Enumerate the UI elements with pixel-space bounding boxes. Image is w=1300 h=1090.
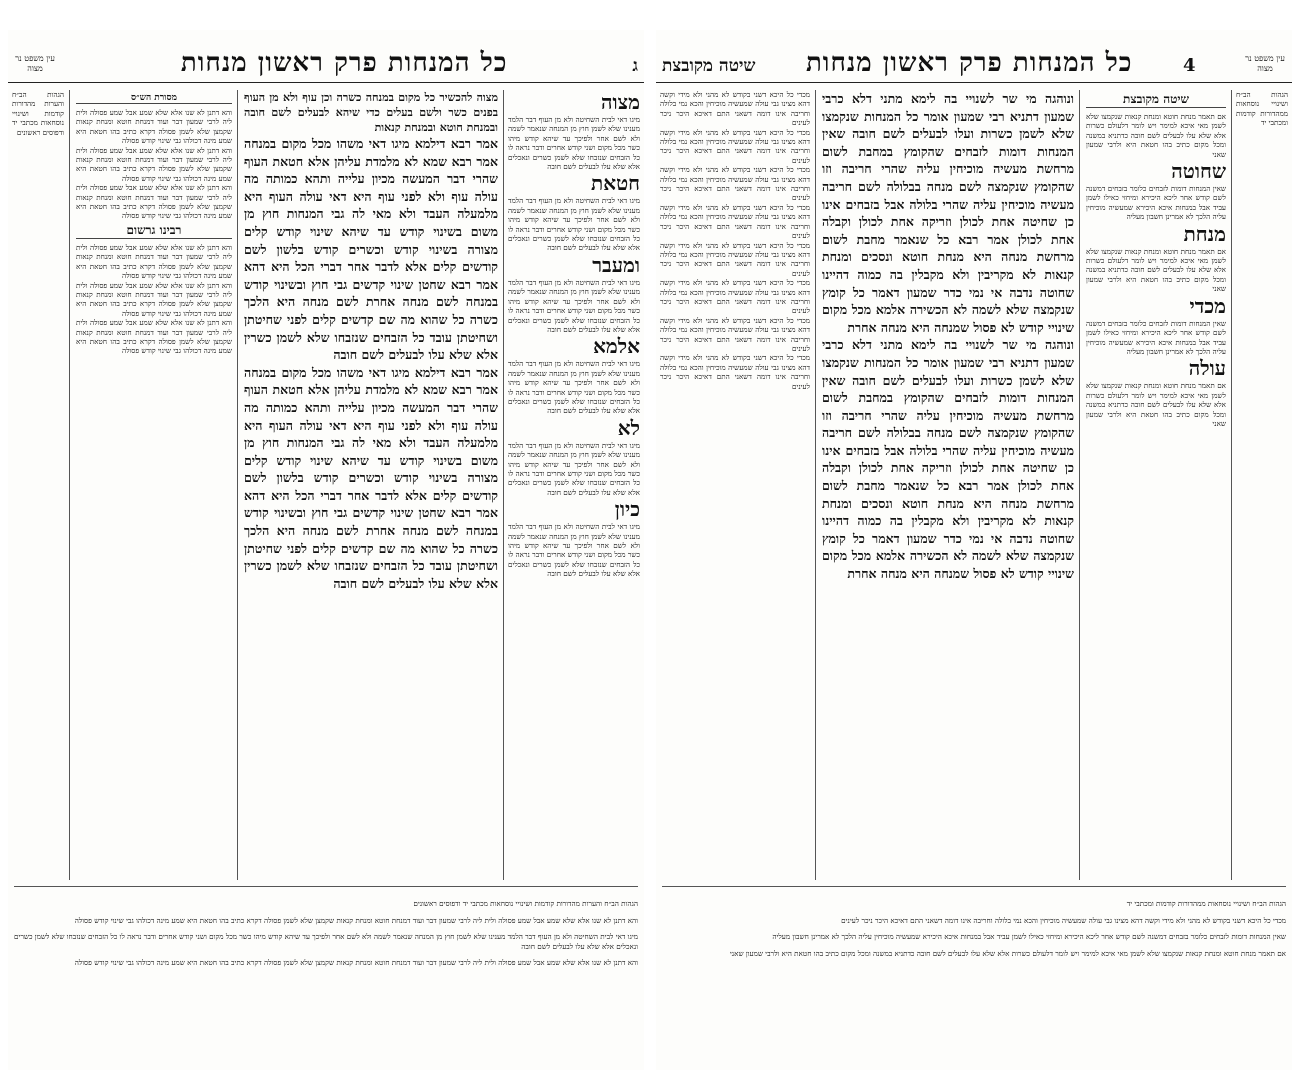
left-page-header [8,30,644,83]
left-divider-1 [503,90,504,880]
right-main-text-2: ונוהגה מי שר לשנויי בה לימא מתני דלא כרבי שמעון דתניא רבי שמעון אומר כל המנחות שנקמצו שלא לשמן כשרות ועלו לבעלים לשם חובה שאין המנחות דומות לזבחים שהקומץ במחבת לשום מרחשת מעשיה מוכיחין עליה שהרי חריבה וזו שהקומץ שנקמצה לשם מנחה בבלולה לשם חריבה מעשיה מוכיחין עליה שהרי בלולה אבל בזבחים אינו כן שחיטה אחת לכולן וזריקה אחת לכולן וקבלה אחת לכולן אמר רבא כל שנאמר מחבת לשום מרחשת מנחה היא מנחת חוטא ונסכים ומנחת קנאות לא מקריבין ולא מקבלין בה כמוה דהיינו שחוטה נדבה אי נמי כדר שמעון דאמר כל קומץ שנקמצה שלא לשמה לא הכשירה אלמא מכל מקום שינויי קודש לא פסול שמנחה היא מנחה אחרת [822,337,1074,582]
left-lead-word-4: אלמא [593,334,640,359]
left-main-column [244,90,498,880]
right-tosafot-column [660,90,810,880]
left-rashi-column [508,90,640,880]
left-rashi-text-3: מיגו דאי לבית השחיטה ולא מן העוף דבר הלמד מענינו שלא לשמן חוץ מן המנחה שנאמר לשמה ולא לשם אחר ולפיכך עד שיהא קודש מיהו כשר מכל מקום ושני קודש אחרים ודבר נראה לו כל הזבחים שנזבחו שלא לשמן כשרים ונאכלים אלא שלא עלו לבעלים לשם חובה [508,277,640,334]
right-divider-1 [1231,90,1232,880]
right-margin-text: הגהות הב״ח ושינויי נוסחאות ממהדורות קודמות ומכתבי יד [1236,90,1288,128]
left-rashi-text-4: מיגו דאי לבית השחיטה ולא מן העוף דבר הלמד מענינו שלא לשמן חוץ מן המנחה שנאמר לשמה ולא לשם אחר ולפיכך עד שיהא קודש מיהו כשר מכל מקום ושני קודש אחרים ודבר נראה לו כל הזבחים שנזבחו שלא לשמן כשרים ונאכלים אלא שלא עלו לבעלים לשם חובה [508,359,640,416]
right-footnote-rule [662,886,1286,887]
right-page-number: 4 [1182,55,1196,76]
right-tosafot-text-2: מכדי כל היכא דשני בקודש לא מהני ולא מידי וקשה דהא מצינו גבי עולה שמעשיה מוכיחין והכא נמי בלולה וחריבה אינו דומה דשאני התם דאיכא היכר ניכר לעינים [660,127,810,165]
left-lead-word-5: לא [617,415,640,440]
left-margin-column [12,90,64,880]
left-divider-3 [69,90,70,880]
left-lead-word-6: כיון [614,497,640,522]
right-tosafot-text-5: מכדי כל היכא דשני בקודש לא מהני ולא מידי וקשה דהא מצינו גבי עולה שמעשיה מוכיחין והכא נמי בלולה וחריבה אינו דומה דשאני התם דאיכא היכר ניכר לעינים [660,240,810,278]
right-footnotes-text-2: מכדי כל היכא דשני בקודש לא מהני ולא מידי וקשה דהא מצינו גבי עולה שמעשיה מוכיחין והכא נמי בלולה וחריבה אינו דומה דשאני התם דאיכא היכר ניכר לעינים [841,915,1286,925]
right-shita-text-3: אם תאמר מנחת חוטא ומנחת קנאות שנקמצו שלא לשמן מאי איכא למימר ויש לומר דלעולם כשרות אלא שלא עלו לבעלים לשם חובה כדתניא במשנה ומכל מקום כתיב בהו חטאת היא ולרבי שמעון שאני [1086,381,1226,428]
right-shita-label: שיטה מקובצת [1086,92,1226,108]
left-lead-word-1: מצוה [601,90,640,114]
left-page [8,30,644,1070]
left-tosafot-text: והא דתנן לא שנו אלא שלא שמע אבל שמע פסולה ולית ליה לרבי שמעון דבר ועוד דמנחת חוטא ומנחת קנאות שקמצן שלא לשמן פסולה דקרא כתיב בהו חטאת היא שמע מינה דכולהו גבי שינוי קודש פסולה [76,108,232,146]
right-tosafot-text-4: מכדי כל היכא דשני בקודש לא מהני ולא מידי וקשה דהא מצינו גבי עולה שמעשיה מוכיחין והכא נמי בלולה וחריבה אינו דומה דשאני התם דאיכא היכר ניכר לעינים [660,202,810,241]
left-tosafot-text-6: והא דתנן לא שנו אלא שלא שמע אבל שמע פסולה ולית ליה לרבי שמעון דבר ועוד דמנחת חוטא ומנחת קנאות שקמצן שלא לשמן פסולה דקרא כתיב בהו חטאת היא שמע מינה דכולהו גבי שינוי קודש פסולה [76,318,232,356]
left-masoret-label: מסורת הש״ס [76,92,232,104]
left-corner-note: עין משפט נר מצוה [15,54,55,73]
left-mishna-text: מצוה להכשיר כל מקום במנחה כשרה וכן עוף ולא מן העוף בפנים כשר ולשם בעלים כדי שיהא לבעלים לשם חובה ובמנחת חוטא ובמנחת קנאות [244,91,498,134]
right-lead-word-2: מנחת [1183,221,1226,246]
left-tosafot-text-2: והא דתנן לא שנו אלא שלא שמע אבל שמע פסולה ולית ליה לרבי שמעון דבר ועוד דמנחת חוטא ומנחת קנאות שקמצן שלא לשמן פסולה דקרא כתיב בהו חטאת היא שמע מינה דכולהו גבי שינוי קודש פסולה [76,145,232,183]
left-running-title: כל המנחות פרק ראשון מנחות [180,48,508,78]
right-rashi-text: שאין המנחות דומות לזבחים כלומר בזבחים דמשנה לשם קודש אחר ליכא היכירא ומיחזי כאילו לשמן עביד אבל במנחות איכא היכירא שמעשיה מוכיחין עליה הלכך לא אמרינן חשבון מעליה [1086,184,1226,222]
right-divider-3 [815,90,816,880]
left-lead-word-3: ומעבר [592,252,640,277]
right-main-text: ונוהגה מי שר לשנויי בה לימא מתני דלא כרבי שמעון דתניא רבי שמעון אומר כל המנחות שנקמצו שלא לשמן כשרות ועלו לבעלים לשם חובה שאין המנחות דומות לזבחים שהקומץ במחבת לשום מרחשת מעשיה מוכיחין עליה שהרי חריבה וזו שהקומץ שנקמצה לשם מנחה בבלולה לשם חריבה מעשיה מוכיחין עליה שהרי בלולה אבל בזבחים אינו כן שחיטה אחת לכולן וזריקה אחת לכולן וקבלה אחת לכולן אמר רבא כל שנאמר מחבת לשום מרחשת מנחה היא מנחת חוטא ונסכים ומנחת קנאות לא מקריבין ולא מקבלין בה כמוה דהיינו שחוטה נדבה אי נמי כדר שמעון דאמר כל קומץ שנקמצה שלא לשמה לא הכשירה אלמא מכל מקום שינויי קודש לא פסול שמנחה היא מנחה אחרת [822,91,1074,335]
right-margin-column [1236,90,1288,880]
left-rashi-text-6: מיגו דאי לבית השחיטה ולא מן העוף דבר הלמד מענינו שלא לשמן חוץ מן המנחה שנאמר לשמה ולא לשם אחר ולפיכך עד שיהא קודש מיהו כשר מכל מקום ושני קודש אחרים ודבר נראה לו כל הזבחים שנזבחו שלא לשמן כשרים ונאכלים אלא שלא עלו לבעלים לשם חובה [508,522,640,579]
right-lead-word-4: עולה [1188,356,1226,381]
left-footnote-rule [14,886,638,887]
right-page [656,30,1292,1070]
right-shita-column [1086,90,1226,880]
left-footnotes-text-4: והא דתנן לא שנו אלא שלא שמע אבל שמע פסולה ולית ליה לרבי שמעון דבר ועוד דמנחת חוטא ומנחת קנאות שקמצן שלא לשמן פסולה דקרא כתיב בהו חטאת היא שמע מינה דכולהו גבי שינוי קודש פסולה [74,958,638,968]
right-shita-text-2: אם תאמר מנחת חוטא ומנחת קנאות שנקמצו שלא לשמן מאי איכא למימר ויש לומר דלעולם כשרות אלא שלא עלו לבעלים לשם חובה כדתניא במשנה ומכל מקום כתיב בהו חטאת היא ולרבי שמעון שאני [1086,246,1226,294]
right-lead-word-1: שחוטה [1171,159,1226,184]
right-running-title: כל המנחות פרק ראשון מנחות [805,48,1133,78]
left-tosafot-text-4: והא דתנן לא שנו אלא שלא שמע אבל שמע פסולה ולית ליה לרבי שמעון דבר ועוד דמנחת חוטא ומנחת קנאות שקמצן שלא לשמן פסולה דקרא כתיב בהו חטאת היא שמע מינה דכולהו גבי שינוי קודש פסולה [76,242,232,281]
left-rashi-text-2: מיגו דאי לבית השחיטה ולא מן העוף דבר הלמד מענינו שלא לשמן חוץ מן המנחה שנאמר לשמה ולא לשם אחר ולפיכך עד שיהא קודש מיהו כשר מכל מקום ושני קודש אחרים ודבר נראה לו כל הזבחים שנזבחו שלא לשמן כשרים ונאכלים אלא שלא עלו לבעלים לשם חובה [508,196,640,253]
right-tosafot-text-3: מכדי כל היכא דשני בקודש לא מהני ולא מידי וקשה דהא מצינו גבי עולה שמעשיה מוכיחין והכא נמי בלולה וחריבה אינו דומה דשאני התם דאיכא היכר ניכר לעינים [660,165,810,203]
left-rabbeinu-gershom-label: רבינו גרשום [76,223,232,239]
right-page-header [656,30,1292,83]
left-page-label: ג [632,56,638,76]
right-shita-text: אם תאמר מנחת חוטא ומנחת קנאות שנקמצו שלא לשמן מאי איכא למימר ויש לומר דלעולם כשרות אלא שלא עלו לבעלים לשם חובה כדתניא במשנה ומכל מקום כתיב בהו חטאת היא ולרבי שמעון שאני [1086,112,1226,159]
right-tosafot-text: מכדי כל היכא דשני בקודש לא מהני ולא מידי וקשה דהא מצינו גבי עולה שמעשיה מוכיחין והכא נמי בלולה וחריבה אינו דומה דשאני התם דאיכא היכר ניכר לעינים [660,90,810,128]
right-tosafot-text-6: מכדי כל היכא דשני בקודש לא מהני ולא מידי וקשה דהא מצינו גבי עולה שמעשיה מוכיחין והכא נמי בלולה וחריבה אינו דומה דשאני התם דאיכא היכר ניכר לעינים [660,278,810,316]
left-main-text-2: אמר רבא דילמא מיגו דאי משהו מכל מקום במנחה אמר רבא שמא לא מלמדת עליהן אלא חטאת העוף שהרי דבר המעשה מכיון עלייה ותהא כמותה מה עולה עוף ולא לפני עוף היא דאי עולה העוף היא מלמעלה העבד ולא מאי לה גבי המנחות חוץ מן משום בשינוי קודש עד שיהא שינוי קודש קלים מצורה בשינוי קודש וכשרים קודש בלשון לשם קודשים קלים אלא לדבר אחר דברי הכל היא דהא אמר רבא שחטן שינוי קדשים גבי חוץ ובשינוי קודש במנחה לשם מנחה אחרת לשם מנחה היא הלכך כשרה כל שהוא מה שם קדשים קלים לפני שחיטתן ושחיטתן עובד כל הזבחים שנזבחו שלא לשמן כשרין אלא שלא עלו לבעלים לשם חובה [244,364,498,591]
right-footnotes-text: הגהות הב״ח ושינויי נוסחאות ממהדורות קודמות ומכתבי יד [1126,899,1286,909]
left-tosafot-text-5: והא דתנן לא שנו אלא שלא שמע אבל שמע פסולה ולית ליה לרבי שמעון דבר ועוד דמנחת חוטא ומנחת קנאות שקמצן שלא לשמן פסולה דקרא כתיב בהו חטאת היא שמע מינה דכולהו גבי שינוי קודש פסולה [76,280,232,318]
right-main-column [822,90,1074,880]
right-footnotes-text-4: אם תאמר מנחת חוטא ומנחת קנאות שנקמצו שלא לשמן מאי איכא למימר ויש לומר דלעולם כשרות אלא שלא עלו לבעלים לשם חובה כדתניא במשנה ומכל מקום כתיב בהו חטאת היא ולרבי שמעון שאני [729,948,1286,958]
left-footnotes [14,892,638,1062]
left-tosafot-text-3: והא דתנן לא שנו אלא שלא שמע אבל שמע פסולה ולית ליה לרבי שמעון דבר ועוד דמנחת חוטא ומנחת קנאות שקמצן שלא לשמן פסולה דקרא כתיב בהו חטאת היא שמע מינה דכולהו גבי שינוי קודש פסולה [76,183,232,221]
right-rashi-text-2: שאין המנחות דומות לזבחים כלומר בזבחים דמשנה לשם קודש אחר ליכא היכירא ומיחזי כאילו לשמן עביד אבל במנחות איכא היכירא שמעשיה מוכיחין עליה הלכך לא אמרינן חשבון מעליה [1086,318,1226,356]
right-tosafot-text-7: מכדי כל היכא דשני בקודש לא מהני ולא מידי וקשה דהא מצינו גבי עולה שמעשיה מוכיחין והכא נמי בלולה וחריבה אינו דומה דשאני התם דאיכא היכר ניכר לעינים [660,315,810,353]
left-main-text: אמר רבא דילמא מיגו דאי משהו מכל מקום במנחה אמר רבא שמא לא מלמדת עליהן אלא חטאת העוף שהרי דבר המעשה מכיון עלייה ותהא כמותה מה עולה עוף ולא לפני עוף היא דאי עולה העוף היא מלמעלה העבד ולא מאי לה גבי המנחות חוץ מן משום בשינוי קודש עד שיהא שינוי קודש קלים מצורה בשינוי קודש וכשרים קודש בלשון לשם קודשים קלים אלא לדבר אחר דברי הכל היא דהא אמר רבא שחטן שינוי קדשים גבי חוץ ובשינוי קודש במנחה לשם מנחה אחרת לשם מנחה היא הלכך כשרה כל שהוא מה שם קדשים קלים לפני שחיטתן ושחיטתן עובד כל הזבחים שנזבחו שלא לשמן כשרין אלא שלא עלו לבעלים לשם חובה [244,136,498,363]
right-page-label: שיטה מקובצת [662,56,756,76]
left-tosafot-column [76,90,232,880]
right-corner-note: עין משפט נר מצוה [1245,54,1285,73]
right-footnotes [662,892,1286,1062]
left-footnotes-text: הגהות הב״ח והערות מהדורות קודמות ושינויי נוסחאות מכתבי יד ודפוסים ראשונים [413,899,638,909]
left-rashi-text: מיגו דאי לבית השחיטה ולא מן העוף דבר הלמד מענינו שלא לשמן חוץ מן המנחה שנאמר לשמה ולא לשם אחר ולפיכך עד שיהא קודש מיהו כשר מכל מקום ושני קודש אחרים ודבר נראה לו כל הזבחים שנזבחו שלא לשמן כשרים ונאכלים אלא שלא עלו לבעלים לשם חובה [508,115,640,172]
right-lead-word-3: מכדי [1189,293,1226,318]
left-lead-word-2: חטאת [591,171,640,196]
left-margin-text: הגהות הב״ח והערות מהדורות קודמות ושינויי נוסחאות מכתבי יד ודפוסים ראשונים [12,90,64,137]
left-footnotes-text-2: והא דתנן לא שנו אלא שלא שמע אבל שמע פסולה ולית ליה לרבי שמעון דבר ועוד דמנחת חוטא ומנחת קנאות שקמצן שלא לשמן פסולה דקרא כתיב בהו חטאת היא שמע מינה דכולהו גבי שינוי קודש פסולה [74,915,638,925]
right-divider-2 [1079,90,1080,880]
right-footnotes-text-3: שאין המנחות דומות לזבחים כלומר בזבחים דמשנה לשם קודש אחר ליכא היכירא ומיחזי כאילו לשמן עביד אבל במנחות איכא היכירא שמעשיה מוכיחין עליה הלכך לא אמרינן חשבון מעליה [772,932,1286,942]
left-footnotes-text-3: מיגו דאי לבית השחיטה ולא מן העוף דבר הלמד מענינו שלא לשמן חוץ מן המנחה שנאמר לשמה ולא לשם אחר ולפיכך עד שיהא קודש מיהו כשר מכל מקום ושני קודש אחרים ודבר נראה לו כל הזבחים שנזבחו שלא לשמן כשרים ונאכלים אלא שלא עלו לבעלים לשם חובה [14,932,638,951]
right-tosafot-text-8: מכדי כל היכא דשני בקודש לא מהני ולא מידי וקשה דהא מצינו גבי עולה שמעשיה מוכיחין והכא נמי בלולה וחריבה אינו דומה דשאני התם דאיכא היכר ניכר לעינים [660,353,810,391]
left-rashi-text-5: מיגו דאי לבית השחיטה ולא מן העוף דבר הלמד מענינו שלא לשמן חוץ מן המנחה שנאמר לשמה ולא לשם אחר ולפיכך עד שיהא קודש מיהו כשר מכל מקום ושני קודש אחרים ודבר נראה לו כל הזבחים שנזבחו שלא לשמן כשרים ונאכלים אלא שלא עלו לבעלים לשם חובה [508,440,640,497]
left-divider-2 [237,90,238,880]
